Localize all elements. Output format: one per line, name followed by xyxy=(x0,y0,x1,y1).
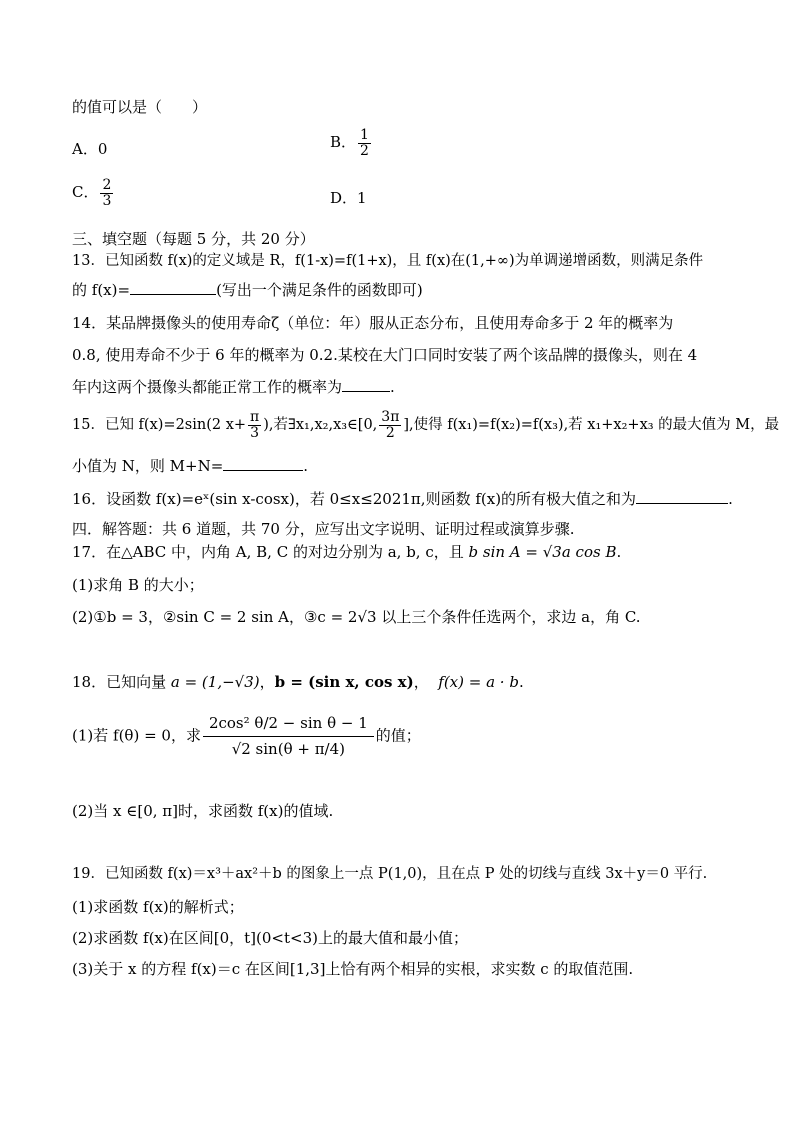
q18-sub-2: (2)当 x ∈[0, π]时，求函数 f(x)的值域. xyxy=(72,802,334,820)
q15-answer-blank[interactable] xyxy=(223,456,303,471)
q17-condition-3: ③c = 2√3 xyxy=(303,608,377,626)
q17-sub-1: (1)求角 B 的大小； xyxy=(72,576,204,594)
q16-answer-blank[interactable] xyxy=(636,489,728,504)
q15-frac1-num: π xyxy=(250,409,260,425)
q18-sub1-suffix: 的值； xyxy=(375,726,421,745)
q18-sub1-prefix: (1)若 f(θ) = 0，求 xyxy=(72,726,201,745)
q15-frac2-den: 2 xyxy=(385,424,395,441)
option-c-fraction xyxy=(100,178,113,208)
q18-line-1: 18．已知向量 a = (1,−√3)，b = (sin x, cos x)， f(x) = a · b. xyxy=(72,673,524,691)
q19-sub-1: (1)求函数 f(x)的解析式； xyxy=(72,898,244,916)
q12-tail: 的值可以是（ ） xyxy=(72,98,208,116)
q15-fraction-2 xyxy=(379,410,401,440)
section-4-title: 四．解答题：共 6 道题，共 70 分，应写出文字说明、证明过程或演算步骤. xyxy=(72,520,575,538)
function-f: f(x) = a · b xyxy=(438,673,519,691)
q15-part-3: ],使得 f(x₁)=f(x₂)=f(x₃),若 x₁+x₂+x₃ 的最大值为 M，最 xyxy=(403,417,780,434)
q15-suffix: . xyxy=(303,457,309,475)
q17-suffix: . xyxy=(616,543,622,561)
q17-condition-1: (2)①b = 3， xyxy=(72,608,163,626)
option-b-fraction xyxy=(358,128,371,158)
q14-suffix: . xyxy=(390,378,395,396)
q14-line-2: 0.8, 使用寿命不少于 6 年的概率为 0.2.某校在大门口同时安装了两个该品牌的摄像头，则在 4 xyxy=(72,346,698,364)
q13-answer-blank[interactable] xyxy=(130,280,216,295)
q13-line-1: 13．已知函数 f(x)的定义域是 R，f(1-x)=f(1+x)，且 f(x)在(1,+∞)为单调递增函数，则满足条件 xyxy=(72,253,704,269)
option-b-numerator: 1 xyxy=(360,127,369,143)
q12-option-d: D．1 xyxy=(330,189,367,207)
q14-answer-blank[interactable] xyxy=(342,377,390,392)
q19-sub-2: (2)求函数 f(x)在区间[0，t](0<t<3)上的最大值和最小值； xyxy=(72,929,468,947)
option-c-denominator: 3 xyxy=(102,192,112,209)
q18-big-numerator: 2cos² θ/2 − sin θ − 1 xyxy=(203,714,374,737)
vector-a: a = (1,−√3) xyxy=(170,673,260,691)
q15-line-2 xyxy=(72,456,308,475)
q18-big-denominator: √2 sin(θ + π/4) xyxy=(231,739,346,758)
q19-line-1: 19．已知函数 f(x)＝x³＋ax²＋b 的图象上一点 P(1,0)，且在点 P 处的切线与直线 3x＋y＝0 平行. xyxy=(72,866,708,882)
q18-sub-1 xyxy=(72,714,421,759)
section-3-title: 三、填空题（每题 5 分，共 20 分） xyxy=(72,230,315,248)
q16-suffix: . xyxy=(728,490,733,508)
option-b-denominator: 2 xyxy=(360,142,369,159)
q15-frac1-den: 3 xyxy=(250,424,260,441)
q17-condition-2: ②sin C = 2 sin A， xyxy=(162,608,304,626)
vector-b: b = (sin x, cos x) xyxy=(274,673,414,691)
q17-line-1 xyxy=(72,543,621,561)
q16-line xyxy=(72,489,733,508)
q15-part-2: ),若∃x₁,x₂,x₃∈[0, xyxy=(263,417,378,434)
option-c-numerator: 2 xyxy=(102,177,112,193)
q15-line-1 xyxy=(72,410,779,440)
option-b-label: B． xyxy=(330,133,357,152)
q17-prefix: 17．在△ABC 中，内角 A, B, C 的对边分别为 a, b, c，且 xyxy=(72,543,464,561)
q18-big-fraction xyxy=(203,714,374,759)
q15-fraction-1 xyxy=(248,410,261,440)
q17-formula: b sin A = √3a cos B xyxy=(468,543,617,561)
q18-prefix: 18．已知向量 xyxy=(72,673,167,691)
q12-option-c xyxy=(72,178,115,208)
q19-sub-3: (3)关于 x 的方程 f(x)＝c 在区间[1,3]上恰有两个相异的实根，求实数 c 的取值范围. xyxy=(72,960,634,978)
q13-suffix: (写出一个满足条件的函数即可) xyxy=(216,281,423,299)
q14-line-3 xyxy=(72,377,395,396)
q14-line-1: 14．某品牌摄像头的使用寿命ζ（单位：年）服从正态分布，且使用寿命多于 2 年的概率为 xyxy=(72,314,674,332)
q15-prefix: 小值为 N，则 M+N= xyxy=(72,457,224,475)
q13-prefix: 的 f(x)= xyxy=(72,281,131,299)
q12-option-a: A．0 xyxy=(72,140,108,158)
q17-sub2-text: 以上三个条件任选两个，求边 a，角 C. xyxy=(381,608,641,626)
q17-sub-2 xyxy=(72,608,641,626)
q12-option-b xyxy=(330,128,373,158)
q13-line-2 xyxy=(72,280,423,299)
q15-part-1: 15．已知 f(x)=2sin(2 x+ xyxy=(72,417,247,434)
q14-prefix: 年内这两个摄像头都能正常工作的概率为 xyxy=(72,378,343,396)
option-c-label: C． xyxy=(72,183,99,202)
q16-prefix: 16．设函数 f(x)=eˣ(sin x-cosx)，若 0≤x≤2021π,则函数 f(x)的所有极大值之和为 xyxy=(72,490,637,508)
q15-frac2-num: 3π xyxy=(381,409,400,425)
